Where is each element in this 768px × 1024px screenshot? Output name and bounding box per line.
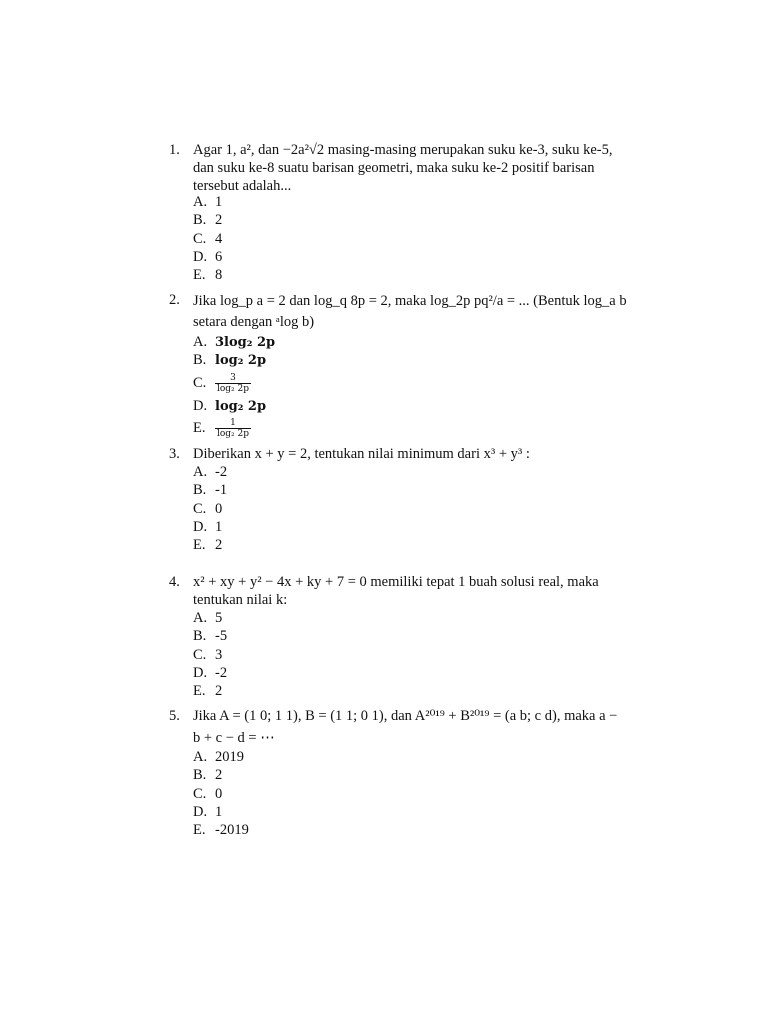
question-text — [193, 573, 663, 609]
question-line: Diberikan x + y = 2, tentukan nilai minimum dari x³ + y³ : — [193, 446, 530, 462]
fraction-denominator: log₂ 2p — [217, 429, 250, 440]
fraction-numerator: 3 — [215, 373, 251, 384]
options-list — [193, 609, 227, 700]
option-value: log₂ 2p — [215, 398, 267, 414]
option-letter: A. — [193, 194, 208, 210]
option-a — [193, 463, 227, 481]
option-letter: A. — [193, 334, 208, 350]
option-d — [193, 518, 227, 536]
question-text — [193, 291, 663, 331]
option-fraction — [215, 418, 251, 439]
option-value: 6 — [215, 248, 223, 265]
option-letter: A. — [193, 749, 208, 765]
option-value: -2 — [215, 464, 228, 480]
option-letter: B. — [193, 628, 207, 645]
option-letter: E. — [193, 683, 206, 700]
option-letter: D. — [193, 518, 208, 535]
option-value: -2 — [215, 664, 228, 681]
option-value: 3 — [215, 646, 223, 663]
question-line: tentukan nilai k: — [193, 592, 288, 609]
option-value: 2 — [215, 212, 223, 229]
question-number: 3. — [169, 446, 180, 462]
question-line: dan suku ke-8 suatu barisan geometri, maka suku ke-2 positif barisan — [193, 160, 595, 177]
options-list — [193, 333, 275, 442]
option-value: 2 — [215, 537, 223, 554]
option-letter: C. — [193, 646, 207, 663]
option-e — [193, 266, 222, 284]
option-letter: E. — [193, 419, 206, 436]
option-value: 2019 — [215, 749, 244, 765]
option-b — [193, 351, 275, 369]
option-d — [193, 397, 275, 415]
option-c — [193, 230, 222, 248]
options-list — [193, 193, 222, 284]
question-number: 5. — [169, 708, 180, 724]
option-value: 3log₂ 2p — [215, 335, 276, 350]
question-line: Agar 1, a², dan −2a²√2 masing-masing merupakan suku ke-3, suku ke-5, — [193, 142, 613, 158]
option-fraction — [215, 373, 251, 394]
fraction-numerator: 1 — [215, 418, 251, 429]
option-c — [193, 370, 275, 397]
option-letter: C. — [193, 230, 207, 247]
question-line: tersebut adalah... — [193, 178, 292, 195]
option-letter: E. — [193, 267, 206, 284]
question-line: x² + xy + y² − 4x + ky + 7 = 0 memiliki tepat 1 buah solusi real, maka — [193, 574, 599, 590]
option-value: 0 — [215, 785, 223, 802]
question-line: Jika A = (1 0; 1 1), B = (1 1; 0 1), dan A²⁰¹⁹ + B²⁰¹⁹ = (a b; c d), maka a − — [193, 708, 618, 724]
option-value: 1 — [215, 518, 223, 535]
option-letter: E. — [193, 537, 206, 554]
option-value: -2019 — [215, 822, 249, 839]
option-value: 0 — [215, 500, 223, 517]
options-list — [193, 748, 249, 839]
question-line: setara dengan ᵃlog b) — [193, 314, 315, 330]
option-c — [193, 500, 227, 518]
option-value: 1 — [215, 803, 223, 820]
option-letter: E. — [193, 822, 206, 839]
option-value: 1 — [215, 194, 223, 210]
option-letter: D. — [193, 803, 208, 820]
question-text — [193, 141, 663, 196]
option-e — [193, 415, 275, 442]
option-c — [193, 785, 249, 803]
option-d — [193, 664, 227, 682]
option-c — [193, 646, 227, 664]
option-b — [193, 627, 227, 645]
option-value: 5 — [215, 610, 223, 626]
option-letter: A. — [193, 610, 208, 626]
option-a — [193, 748, 249, 766]
option-a — [193, 333, 275, 351]
option-letter: B. — [193, 482, 207, 499]
option-letter: B. — [193, 212, 207, 229]
question-number: 2. — [169, 292, 180, 308]
option-value: 8 — [215, 267, 223, 284]
option-letter: D. — [193, 248, 208, 265]
option-e — [193, 682, 227, 700]
question-line: b + c − d = ⋯ — [193, 730, 275, 746]
question-text — [193, 445, 663, 463]
question-number: 4. — [169, 574, 180, 590]
option-letter: B. — [193, 352, 207, 369]
option-letter: D. — [193, 664, 208, 681]
fraction-denominator: log₂ 2p — [217, 383, 250, 394]
option-e — [193, 821, 249, 839]
option-letter: C. — [193, 785, 207, 802]
option-a — [193, 193, 222, 211]
option-value: 2 — [215, 767, 223, 784]
option-value: -1 — [215, 482, 228, 499]
option-letter: C. — [193, 500, 207, 517]
option-letter: A. — [193, 464, 208, 480]
option-letter: B. — [193, 767, 207, 784]
option-d — [193, 248, 222, 266]
option-value: -5 — [215, 628, 228, 645]
option-value: log₂ 2p — [215, 353, 267, 369]
option-b — [193, 481, 227, 499]
option-value: 4 — [215, 230, 223, 247]
options-list — [193, 463, 227, 554]
question-line: Jika log_p a = 2 dan log_q 8p = 2, maka log_2p pq²/a = ... (Bentuk log_a b — [193, 293, 627, 309]
option-letter: D. — [193, 397, 208, 414]
option-b — [193, 766, 249, 784]
option-b — [193, 211, 222, 229]
question-number: 1. — [169, 142, 180, 158]
option-value: 2 — [215, 683, 223, 700]
option-d — [193, 803, 249, 821]
question-text — [193, 707, 663, 747]
option-letter: C. — [193, 374, 207, 391]
option-e — [193, 536, 227, 554]
option-a — [193, 609, 227, 627]
